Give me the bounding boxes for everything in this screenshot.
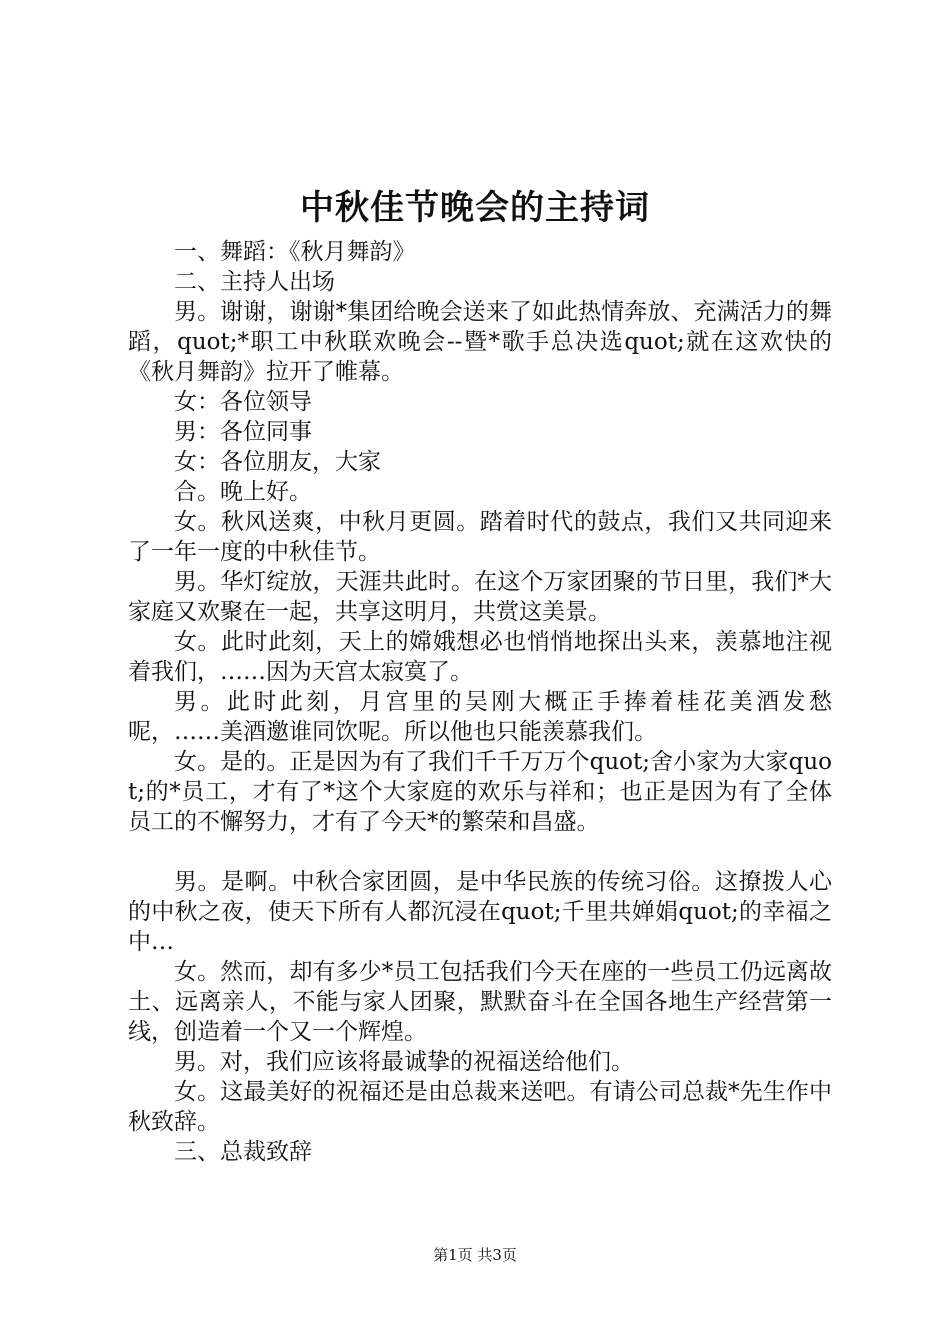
paragraph: 女：各位领导 bbox=[174, 389, 312, 415]
paragraph: 三、总裁致辞 bbox=[174, 1139, 312, 1165]
paragraph: 二、主持人出场 bbox=[174, 269, 335, 295]
paragraph: 男。是啊。中秋合家团圆，是中华民族的传统习俗。这撩拨人心的中秋之夜，使天下所有人都沉浸在quot;千里共婵娟quot;的幸福之中… bbox=[128, 869, 832, 955]
paragraph: 男：各位同事 bbox=[174, 419, 312, 445]
paragraph: 女。此时此刻，天上的嫦娥想必也悄悄地探出头来，羡慕地注视着我们，……因为天宫太寂寞了。 bbox=[128, 629, 832, 685]
paragraph: 合。晚上好。 bbox=[174, 479, 312, 505]
paragraph: 男。谢谢，谢谢*集团给晚会送来了如此热情奔放、充满活力的舞蹈，quot;*职工中秋联欢晚会--暨*歌手总决选quot;就在这欢快的《秋月舞韵》拉开了帷幕。 bbox=[128, 299, 832, 385]
paragraph: 一、舞蹈：《秋月舞韵》 bbox=[174, 239, 416, 265]
blank-line bbox=[128, 837, 832, 867]
document-title: 中秋佳节晚会的主持词 bbox=[300, 188, 650, 228]
paragraph: 男。对，我们应该将最诚挚的祝福送给他们。 bbox=[174, 1049, 634, 1075]
document-body bbox=[128, 237, 832, 1167]
paragraph: 女。这最美好的祝福还是由总裁来送吧。有请公司总裁*先生作中秋致辞。 bbox=[128, 1079, 832, 1135]
paragraph: 女。是的。正是因为有了我们千千万万个quot;舍小家为大家quot;的*员工，才有了*这个大家庭的欢乐与祥和；也正是因为有了全体员工的不懈努力，才有了今天*的繁荣和昌盛。 bbox=[128, 749, 832, 835]
paragraph: 男。华灯绽放，天涯共此时。在这个万家团聚的节日里，我们*大家庭又欢聚在一起，共享这明月，共赏这美景。 bbox=[128, 569, 832, 625]
page-footer: 第1页 共3页 bbox=[433, 1246, 517, 1264]
paragraph: 女。然而，却有多少*员工包括我们今天在座的一些员工仍远离故土、远离亲人，不能与家人团聚，默默奋斗在全国各地生产经营第一线，创造着一个又一个辉煌。 bbox=[128, 959, 832, 1045]
paragraph: 女：各位朋友，大家 bbox=[174, 449, 381, 475]
paragraph: 女。秋风送爽，中秋月更圆。踏着时代的鼓点，我们又共同迎来了一年一度的中秋佳节。 bbox=[128, 509, 832, 565]
paragraph: 男。此时此刻，月宫里的吴刚大概正手捧着桂花美酒发愁呢，……美酒邀谁同饮呢。所以他也只能羡慕我们。 bbox=[128, 689, 832, 745]
